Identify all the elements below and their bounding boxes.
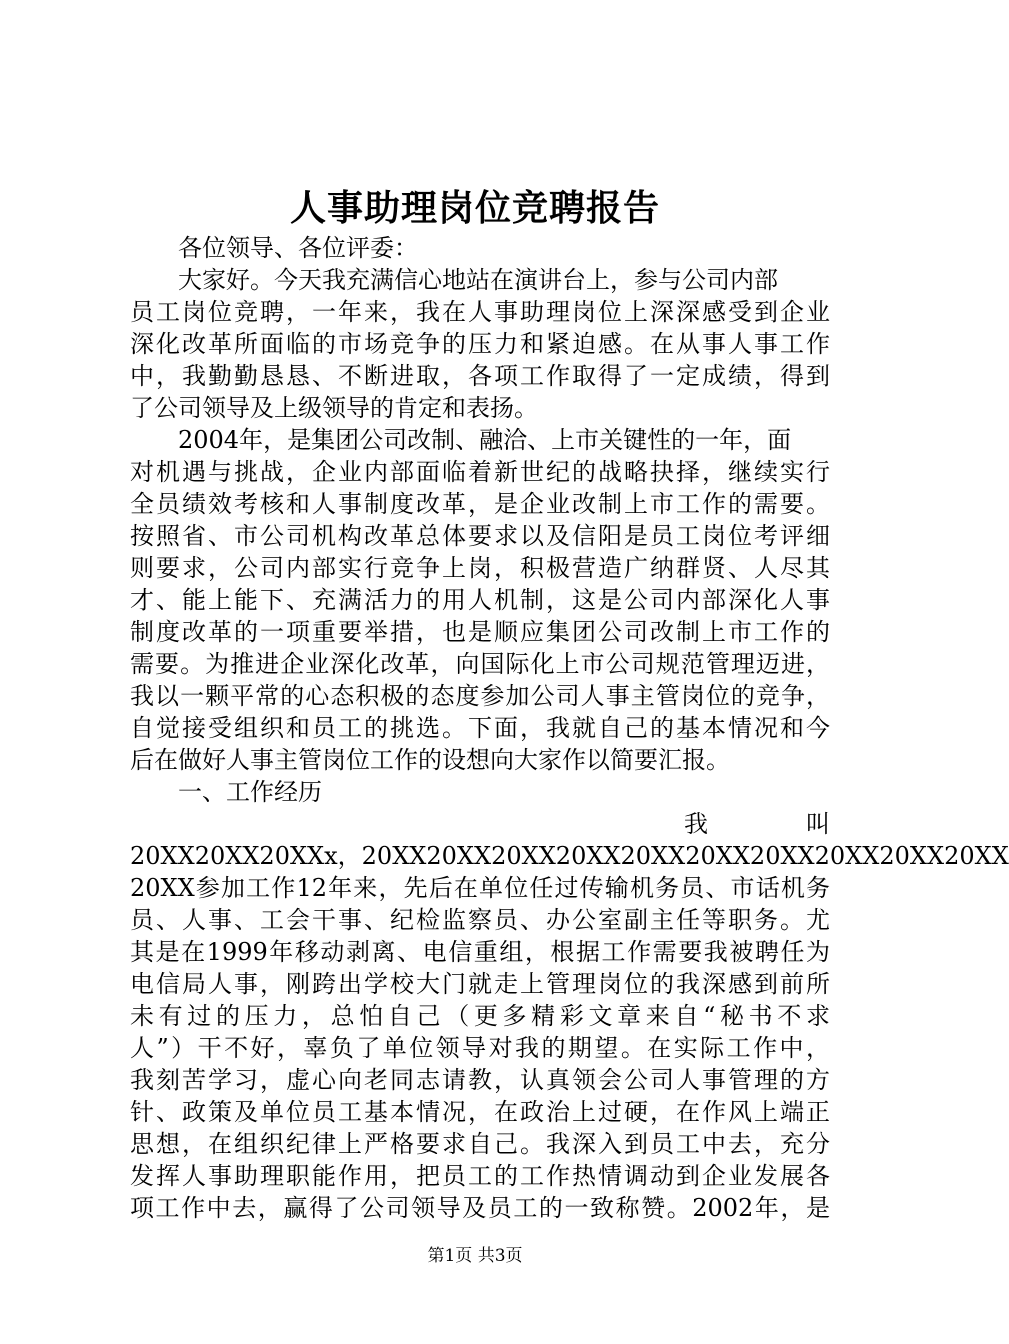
paragraph-line: 未有过的压力，总怕自己（更多精彩文章来自“秘书不求 xyxy=(130,1002,830,1030)
page-footer: 第1页 共3页 xyxy=(427,1246,523,1266)
paragraph-line: 中，我勤勤恳恳、不断进取，各项工作取得了一定成绩，得到 xyxy=(130,362,830,390)
paragraph-line: 思想，在组织纪律上严格要求自己。我深入到员工中去，充分 xyxy=(130,1130,830,1158)
paragraph-line: 制度改革的一项重要举措，也是顺应集团公司改制上市工作的 xyxy=(130,618,830,646)
paragraph-line: 20XX20XX20XXx，20XX20XX20XX20XX20XX20XX20XX20XX20XX20XX xyxy=(130,842,1009,870)
spread-name-line xyxy=(130,808,830,840)
paragraph-line: 了公司领导及上级领导的肯定和表扬。 xyxy=(130,394,538,422)
paragraph-line: 对机遇与挑战，企业内部面临着新世纪的战略抉择，继续实行 xyxy=(130,458,830,486)
document-body xyxy=(130,232,1009,1224)
paragraph-line: 则要求，公司内部实行竞争上岗，积极营造广纳群贤、人尽其 xyxy=(130,554,830,582)
paragraph-line: 20XX参加工作12年来，先后在单位任过传输机务员、市话机务 xyxy=(130,874,830,902)
paragraph-line: 电信局人事，刚跨出学校大门就走上管理岗位的我深感到前所 xyxy=(130,970,830,998)
paragraph-line: 2004年，是集团公司改制、融洽、上市关键性的一年，面 xyxy=(178,426,792,454)
paragraph-line: 才、能上能下、充满活力的用人机制，这是公司内部深化人事 xyxy=(130,586,830,614)
paragraph-line: 针、政策及单位员工基本情况，在政治上过硬，在作风上端正 xyxy=(130,1098,830,1126)
paragraph-line: 员、人事、工会干事、纪检监察员、办公室副主任等职务。尤 xyxy=(130,906,830,934)
document-title: 人事助理岗位竞聘报告 xyxy=(289,187,660,229)
paragraph-line: 需要。为推进企业深化改革，向国际化上市公司规范管理迈进， xyxy=(130,650,830,678)
salutation-line: 各位领导、各位评委： xyxy=(178,234,418,262)
paragraph-line: 人”）干不好，辜负了单位领导对我的期望。在实际工作中， xyxy=(130,1034,830,1062)
paragraph-line: 后在做好人事主管岗位工作的设想向大家作以简要汇报。 xyxy=(130,746,730,774)
paragraph-line: 其是在1999年移动剥离、电信重组，根据工作需要我被聘任为 xyxy=(130,938,830,966)
paragraph-line: 员工岗位竞聘，一年来，我在人事助理岗位上深深感受到企业 xyxy=(130,298,830,326)
paragraph-line: 深化改革所面临的市场竞争的压力和紧迫感。在从事人事工作 xyxy=(130,330,830,358)
paragraph-line: 全员绩效考核和人事制度改革，是企业改制上市工作的需要。 xyxy=(130,490,830,518)
paragraph-line: 大家好。今天我充满信心地站在演讲台上，参与公司内部 xyxy=(178,266,778,294)
paragraph-line: 按照省、市公司机构改革总体要求以及信阳是员工岗位考评细 xyxy=(130,522,830,550)
paragraph-line: 项工作中去，赢得了公司领导及员工的一致称赞。2002年，是 xyxy=(130,1194,830,1222)
paragraph-line: 发挥人事助理职能作用，把员工的工作热情调动到企业发展各 xyxy=(130,1162,830,1190)
section-heading: 一、工作经历 xyxy=(178,778,322,806)
paragraph-line: 自觉接受组织和员工的挑选。下面，我就自己的基本情况和今 xyxy=(130,714,830,742)
spread-word: 我 xyxy=(684,810,708,838)
paragraph-line: 我刻苦学习，虚心向老同志请教，认真领会公司人事管理的方 xyxy=(130,1066,830,1094)
paragraph-line: 我以一颗平常的心态积极的态度参加公司人事主管岗位的竞争， xyxy=(130,682,830,710)
spread-word: 叫 xyxy=(806,810,830,838)
